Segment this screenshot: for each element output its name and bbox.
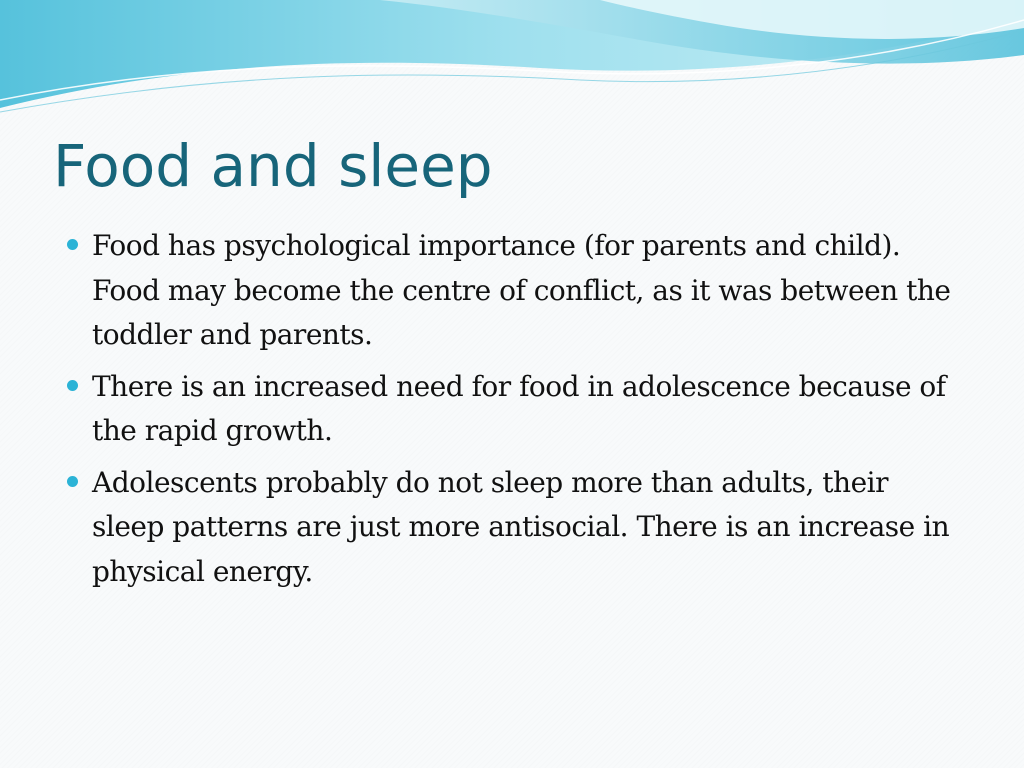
bullet-item	[60, 461, 960, 595]
slide-title: Food and sleep	[53, 132, 493, 200]
bullet-text: Food has psychological importance (for parents and child). Food may become the centre of conflict, as it was between the toddler and parents.	[92, 229, 951, 351]
bullet-dot-icon	[67, 380, 78, 391]
bullet-list	[60, 224, 960, 601]
bullet-dot-icon	[67, 239, 78, 250]
bullet-text: Adolescents probably do not sleep more than adults, their sleep patterns are just more antisocial. There is an increase in physical energy.	[92, 465, 950, 588]
bullet-text: There is an increased need for food in adolescence because of the rapid growth.	[92, 369, 946, 447]
wave-header-decoration	[0, 0, 1024, 120]
bullet-item	[60, 365, 960, 454]
bullet-dot-icon	[67, 476, 78, 487]
bullet-item	[60, 224, 960, 358]
